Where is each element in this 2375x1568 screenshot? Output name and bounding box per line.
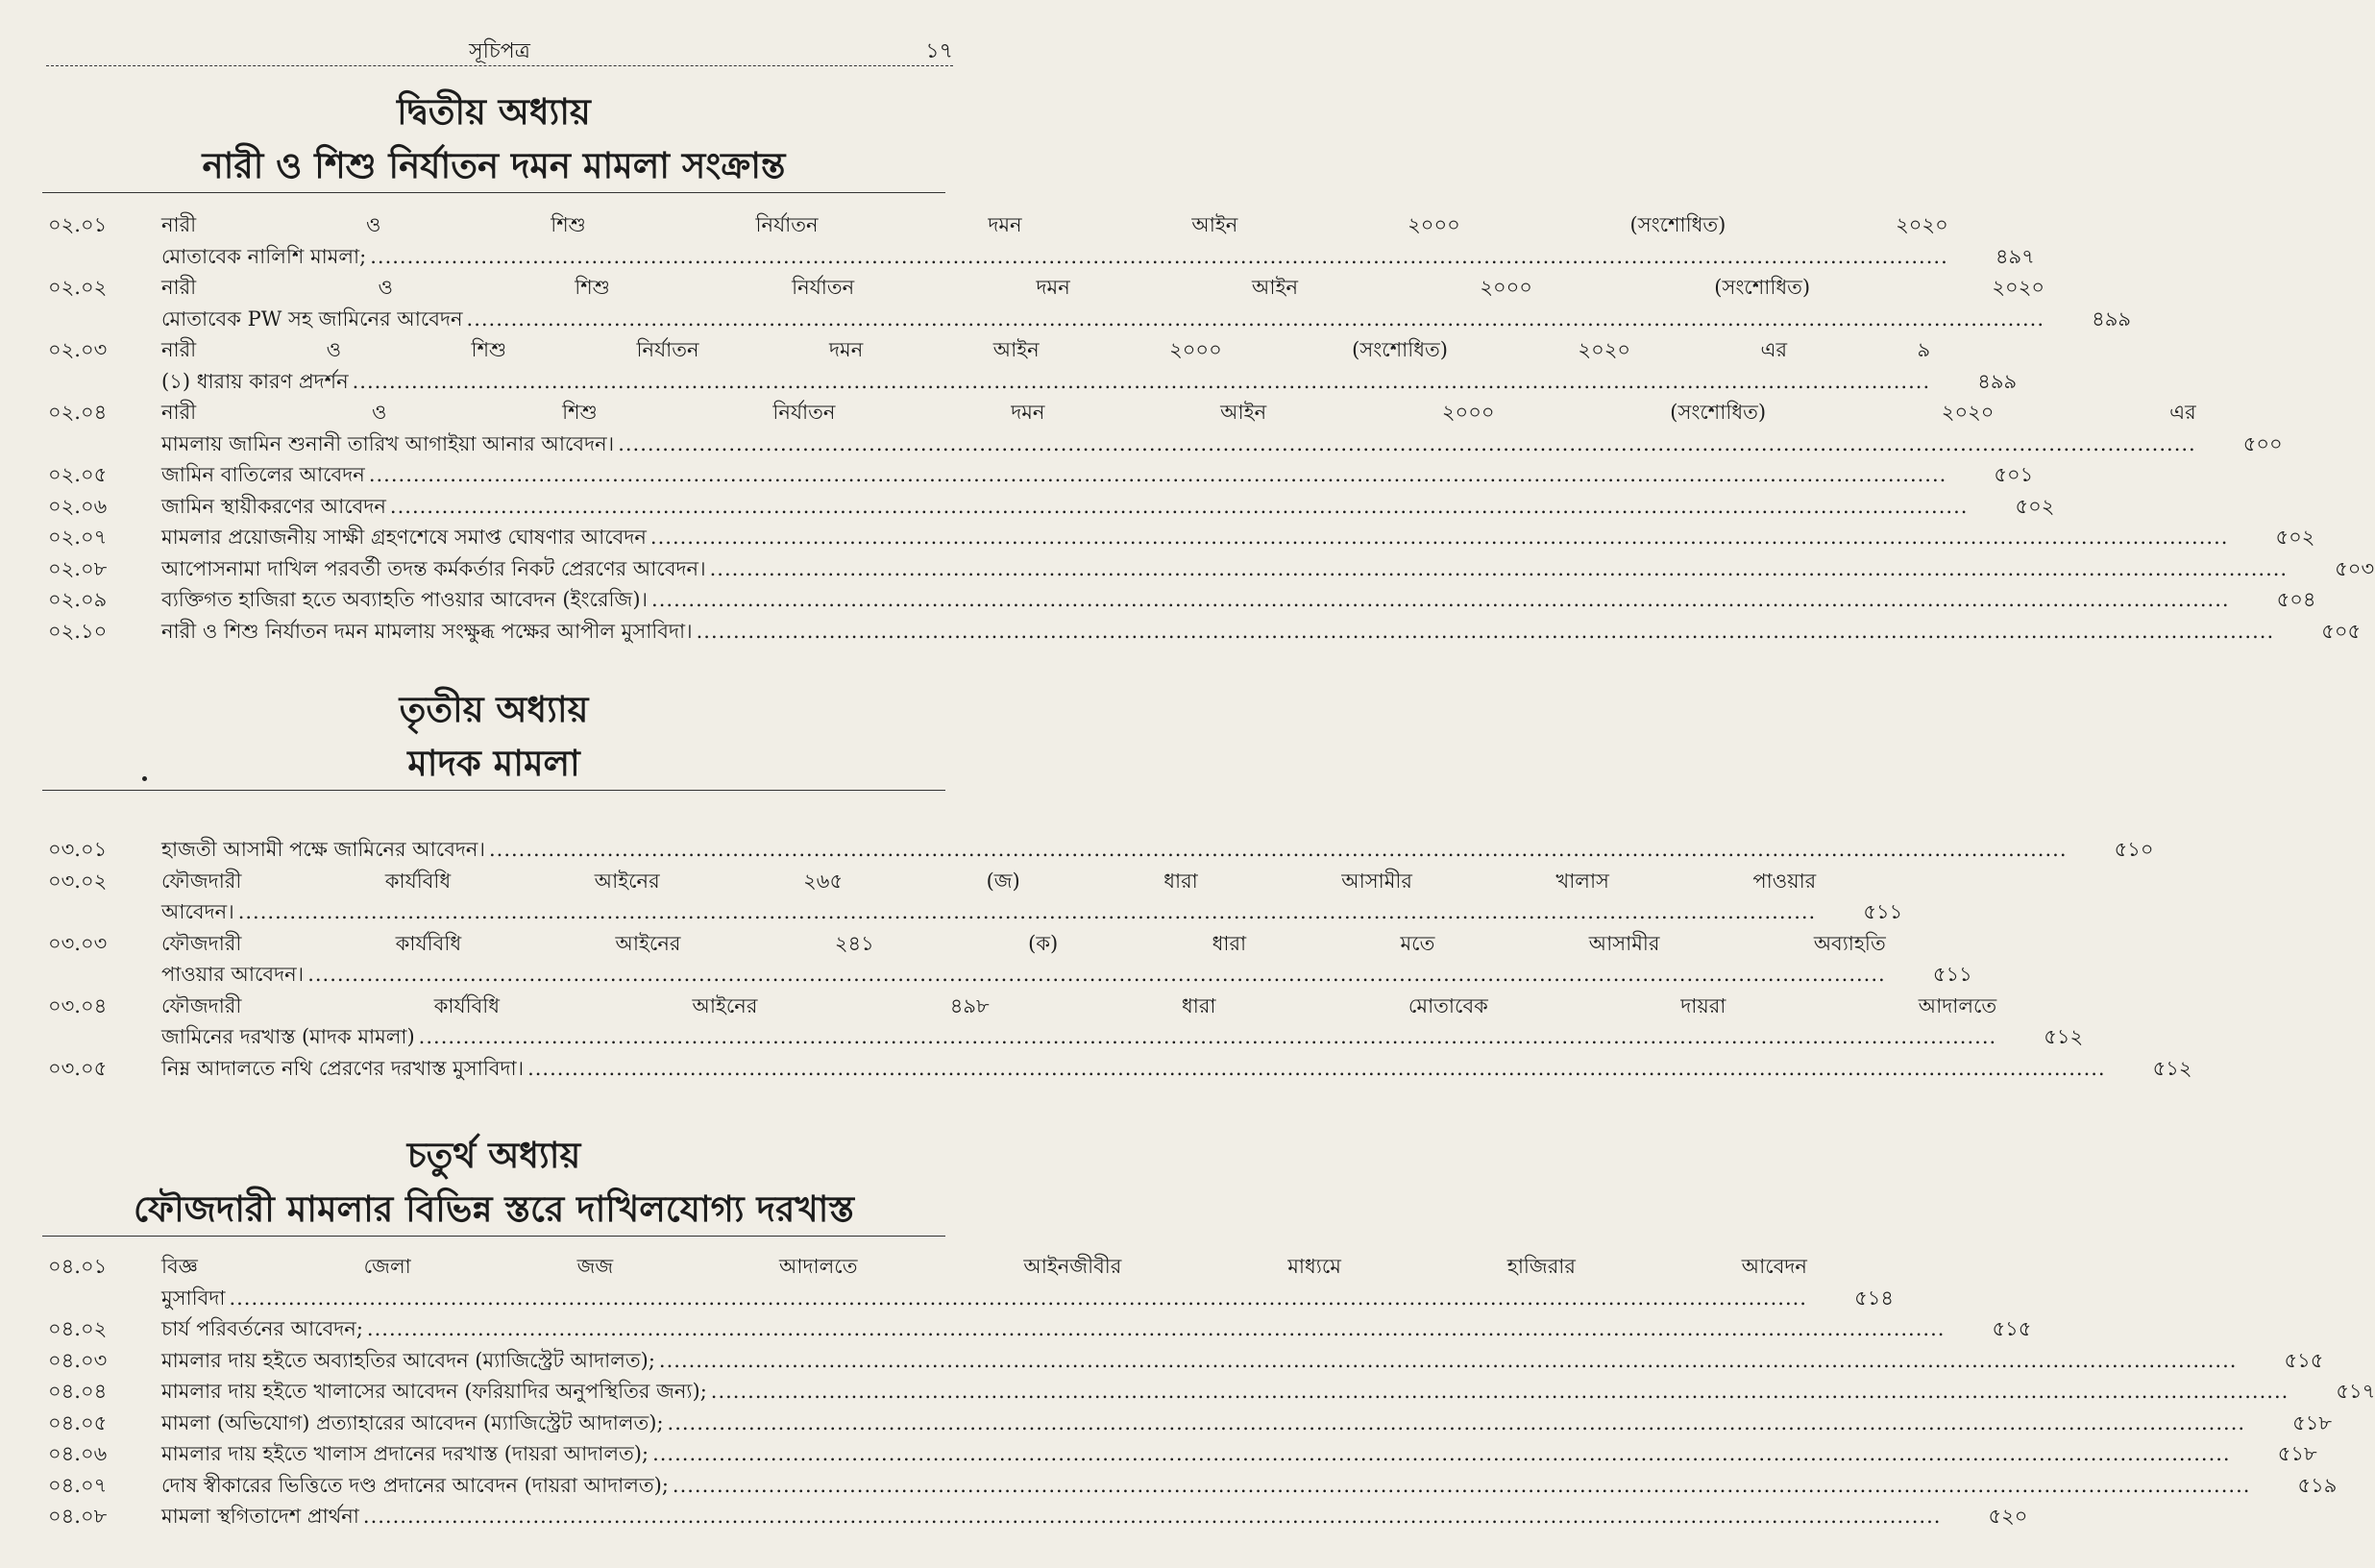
entry-text [161, 1408, 2253, 1439]
entry-page-number: ৫১৯ [2297, 1473, 2338, 1497]
entry-number: ০২.০৮ [48, 556, 108, 580]
entry-line [161, 209, 1948, 241]
chapter-label: তৃতীয় অধ্যায় [399, 688, 589, 730]
entry-list [48, 209, 2375, 647]
entry-line-text: মামলার দায় হইতে খালাসের আবেদন (ফরিয়াদির অনুপস্থিতির জন্য); [161, 1380, 707, 1403]
dot-leader [229, 1283, 1807, 1314]
entry-text [161, 553, 2295, 585]
entry-line [161, 1376, 2289, 1408]
dot-leader [651, 584, 2230, 616]
dot-leader [307, 959, 1886, 991]
entry-list [48, 834, 2192, 1084]
stray-dot [142, 776, 147, 781]
entry-page-number: ৫১৭ [2336, 1380, 2375, 1403]
dot-leader [697, 616, 2275, 648]
entry-line-text: চার্য পরিবর্তনের আবেদন; [161, 1317, 363, 1340]
entry-page-number: ৫০৫ [2321, 619, 2362, 643]
entry-page-number: ৫১৮ [2292, 1410, 2333, 1434]
entry-page-number: ৫১১ [1863, 900, 1903, 923]
dot-leader [711, 1376, 2289, 1408]
entry-line-text: ফৌজদারী কার্যবিধি আইনের ৪৯৮ ধারা মোতাবেক দায়রা আদালতে [161, 993, 1997, 1017]
entry-page-number: ৫০২ [2015, 494, 2055, 518]
entry-line-text: নারী ও শিশু নির্যাতন দমন আইন ২০০০ (সংশোধিত) ২০২০ [161, 213, 1948, 236]
dot-leader [673, 1470, 2251, 1502]
entry-text [161, 334, 1938, 397]
running-header [46, 27, 953, 66]
entry-number: ০৩.০৪ [48, 993, 108, 1017]
entry-line-text: মোতাবেক PW সহ জামিনের আবেদন [161, 306, 463, 331]
entry-number: ০২.০৩ [48, 338, 108, 361]
entry-line-text: নারী ও শিশু নির্যাতন দমন আইন ২০০০ (সংশোধিত) ২০২০ এর [161, 401, 2196, 424]
dot-leader [238, 896, 1817, 928]
entry-number: ০৪.০৩ [48, 1348, 108, 1372]
entry-number: ০২.০২ [48, 276, 108, 299]
entry-page-number: ৪৯৭ [1995, 244, 2035, 268]
toc-entry[interactable] [48, 616, 2362, 648]
chapter-heading [42, 682, 945, 791]
entry-line-text: জামিনের দরখাস্ত (মাদক মামলা) [161, 1025, 415, 1048]
chapter-heading [42, 1128, 945, 1237]
toc-entry[interactable] [48, 1438, 2317, 1470]
entry-page-number: ৫১০ [2114, 838, 2154, 861]
entry-line [161, 553, 2288, 585]
entry-text [161, 1053, 2114, 1085]
entry-text [161, 397, 2204, 459]
entry-line-text: ফৌজদারী কার্যবিধি আইনের ২৬৫ (জ) ধারা আসামীর খালাস পাওয়ার [161, 869, 1817, 893]
entry-number: ০৪.০৪ [48, 1380, 108, 1403]
entry-line [161, 1021, 1996, 1053]
chapter-title: মাদক মামলা [407, 742, 580, 784]
toc-entry[interactable] [48, 522, 2315, 553]
entry-line [161, 959, 1886, 991]
entry-text [161, 459, 1954, 491]
entry-number: ০২.০৫ [48, 463, 108, 486]
dot-leader [652, 1438, 2231, 1470]
entry-line-text: মামলার দায় হইতে অব্যাহতির আবেদন (ম্যাজিস্ট্রেট আদালত); [161, 1348, 655, 1372]
chapter-label: দ্বিতীয় অধ্যায় [397, 90, 591, 133]
entry-number: ০৪.০১ [48, 1255, 108, 1278]
entry-line-text: ব্যক্তিগত হাজিরা হতে অব্যাহতি পাওয়ার আবেদন (ইংরেজি)। [161, 588, 649, 611]
toc-entry[interactable] [48, 584, 2316, 616]
entry-text [161, 991, 2004, 1053]
toc-entry[interactable] [48, 553, 2375, 585]
dot-leader [353, 366, 1931, 398]
entry-line-text: নিম্ন আদালতে নথি প্রেরণের দরখাস্ত মুসাবিদা। [161, 1056, 525, 1080]
entry-text [161, 616, 2282, 648]
dot-leader [363, 1501, 1942, 1532]
entry-text [161, 491, 1975, 523]
entry-page-number: ৫১৪ [1854, 1286, 1894, 1310]
entry-line-text: মামলা স্থগিতাদেশ প্রার্থনা [161, 1505, 359, 1528]
entry-line [161, 334, 1930, 366]
entry-line [161, 1251, 1807, 1283]
dot-leader [618, 429, 2196, 460]
entry-page-number: ৫০১ [1994, 463, 2034, 486]
entry-line-text: নারী ও শিশু নির্যাতন দমন মামলায় সংক্ষুব্ধ পক্ষের আপীল মুসাবিদা। [161, 619, 693, 643]
toc-entry[interactable] [48, 1501, 2028, 1532]
entry-page-number: ৫০২ [2275, 526, 2315, 549]
entry-line [161, 991, 1996, 1022]
dot-leader [710, 553, 2289, 585]
entry-page-number: ৫১৮ [2277, 1442, 2317, 1465]
entry-page-number: ৪৯৯ [1977, 369, 2018, 393]
toc-entry[interactable] [48, 1408, 2333, 1439]
entry-text [161, 209, 1956, 272]
entry-line [161, 459, 1947, 491]
entry-text [161, 1345, 2244, 1377]
entry-line [161, 928, 1886, 960]
entry-line-text: মোতাবেক নালিশি মামলা; [161, 244, 367, 268]
entry-line-text: মুসাবিদা [161, 1286, 226, 1310]
entry-text [161, 1251, 1815, 1313]
entry-text [161, 834, 2075, 866]
entry-line [161, 304, 2044, 335]
chapter-title: নারী ও শিশু নির্যাতন দমন মামলা সংক্রান্ত [202, 144, 786, 186]
toc-entry[interactable] [48, 491, 2055, 523]
entry-text [161, 1313, 1952, 1345]
entry-number: ০২.০৬ [48, 494, 108, 518]
entry-line [161, 616, 2274, 648]
entry-page-number: ৫১২ [2044, 1025, 2084, 1048]
entry-page-number: ৫১৫ [2284, 1348, 2324, 1372]
toc-entry[interactable] [48, 1376, 2375, 1408]
entry-line [161, 584, 2230, 616]
entry-line [161, 834, 2068, 866]
toc-entry[interactable] [48, 209, 2035, 272]
entry-page-number: ৫২০ [1988, 1505, 2028, 1528]
entry-number: ০৩.০৩ [48, 931, 108, 955]
entry-line [161, 241, 1948, 273]
entry-number: ০৩.০১ [48, 838, 108, 861]
entry-number: ০৪.০৬ [48, 1442, 108, 1465]
entry-line [161, 491, 1968, 523]
entry-number: ০৪.০৮ [48, 1505, 108, 1528]
entry-line [161, 1501, 1941, 1532]
entry-line [161, 866, 1816, 897]
entry-number: ০৪.০২ [48, 1317, 108, 1340]
entry-text [161, 584, 2238, 616]
entry-line [161, 397, 2196, 429]
dot-leader [659, 1345, 2238, 1377]
entry-line [161, 1345, 2237, 1377]
entry-text [161, 1501, 1948, 1532]
entry-line-text: আবেদন। [161, 900, 234, 923]
dot-leader [668, 1408, 2246, 1439]
dot-leader [390, 491, 1969, 523]
entry-line-text: দোষ স্বীকারের ভিত্তিতে দণ্ড প্রদানের আবেদন (দায়রা আদালত); [161, 1473, 669, 1497]
toc-entry[interactable] [48, 1345, 2324, 1377]
toc-entry[interactable] [48, 1313, 2032, 1345]
entry-line-text: ফৌজদারী কার্যবিধি আইনের ২৪১ (ক) ধারা মতে আসামীর অব্যাহতি [161, 931, 1886, 955]
entry-line-text: হাজতী আসামী পক্ষে জামিনের আবেদন। [161, 838, 485, 861]
toc-entry[interactable] [48, 334, 2018, 397]
entry-page-number: ৪৯৯ [2092, 306, 2132, 331]
entry-number: ০২.০৪ [48, 401, 108, 424]
toc-entry[interactable] [48, 1251, 1894, 1313]
entry-line [161, 1438, 2231, 1470]
entry-line [161, 1283, 1807, 1314]
entry-list [48, 1251, 2375, 1532]
entry-number: ০২.০৯ [48, 588, 108, 611]
entry-text [161, 866, 1824, 928]
entry-line-text: বিজ্ঞ জেলা জজ আদালতে আইনজীবীর মাধ্যমে হাজিরার আবেদন [161, 1255, 1807, 1278]
dot-leader [489, 834, 2068, 866]
dot-leader [370, 241, 1948, 273]
entry-number: ০২.০১ [48, 213, 108, 236]
toc-entry[interactable] [48, 991, 2084, 1053]
entry-page-number: ৫১১ [1932, 963, 1972, 986]
chapter-heading [42, 85, 945, 193]
entry-line [161, 366, 1930, 398]
dot-leader [527, 1053, 2106, 1085]
entry-page-number: ৫১২ [2152, 1056, 2192, 1080]
toc-entry[interactable] [48, 1053, 2192, 1085]
entry-line-text: নারী ও শিশু নির্যাতন দমন আইন ২০০০ (সংশোধিত) ২০২০ [161, 276, 2045, 299]
entry-line-text: জামিন স্থায়ীকরণের আবেদন [161, 494, 386, 518]
entry-line [161, 896, 1816, 928]
entry-number: ০৪.০৫ [48, 1410, 108, 1434]
entry-number: ০৩.০২ [48, 869, 108, 893]
dot-leader [367, 1313, 1946, 1345]
toc-entry[interactable] [48, 1470, 2338, 1502]
entry-line-text: পাওয়ার আবেদন। [161, 963, 305, 986]
entry-line [161, 1470, 2250, 1502]
entry-line-text: আপোসনামা দাখিল পরবর্তী তদন্ত কর্মকর্তার নিকট প্রেরণের আবেদন। [161, 556, 706, 580]
entry-line-text: মামলার প্রয়োজনীয় সাক্ষী গ্রহণশেষে সমাপ্ত ঘোষণার আবেদন [161, 526, 647, 549]
toc-entry[interactable] [48, 834, 2154, 866]
entry-number: ০২.১০ [48, 619, 108, 643]
entry-line [161, 522, 2228, 553]
entry-line-text: নারী ও শিশু নির্যাতন দমন আইন ২০০০ (সংশোধিত) ২০২০ এর ৯ [161, 338, 1931, 361]
toc-entry[interactable] [48, 928, 1972, 991]
entry-line [161, 272, 2044, 304]
entry-text [161, 1376, 2296, 1408]
entry-line-text: মামলায় জামিন শুনানী তারিখ আগাইয়া আনার আবেদন। [161, 431, 615, 455]
page-number: ১৭ [925, 39, 953, 63]
entry-text [161, 1470, 2258, 1502]
entry-text [161, 1438, 2239, 1470]
entry-line [161, 1313, 1945, 1345]
entry-line-text: মামলা (অভিযোগ) প্রত্যাহারের আবেদন (ম্যাজিস্ট্রেট আদালত); [161, 1410, 664, 1434]
entry-line-text: মামলার দায় হইতে খালাস প্রদানের দরখাস্ত (দায়রা আদালত); [161, 1442, 649, 1465]
toc-entry[interactable] [48, 459, 2034, 491]
entry-line-text: জামিন বাতিলের আবেদন [161, 463, 365, 486]
toc-entry[interactable] [48, 397, 2283, 459]
chapter-label: চতুর্থ অধ্যায় [406, 1134, 581, 1176]
dot-leader [650, 522, 2229, 553]
entry-text [161, 272, 2052, 334]
entry-number: ০৩.০৫ [48, 1056, 108, 1080]
entry-number: ০২.০৭ [48, 526, 108, 549]
entry-page-number: ৫০৩ [2335, 556, 2375, 580]
dot-leader [369, 459, 1947, 491]
entry-line [161, 1408, 2245, 1439]
dot-leader [419, 1021, 1997, 1053]
entry-text [161, 522, 2236, 553]
entry-line [161, 429, 2196, 460]
entry-page-number: ৫১৫ [1992, 1317, 2032, 1340]
entry-page-number: ৫০৪ [2276, 588, 2316, 611]
toc-entry[interactable] [48, 272, 2132, 334]
chapter-title: ফৌজদারী মামলার বিভিন্ন স্তরে দাখিলযোগ্য দরখাস্ত [134, 1188, 854, 1230]
entry-page-number: ৫০০ [2242, 431, 2283, 455]
entry-text [161, 928, 1894, 991]
entry-line [161, 1053, 2106, 1085]
entry-number: ০৪.০৭ [48, 1473, 108, 1497]
toc-entry[interactable] [48, 866, 1903, 928]
entry-line-text: (১) ধারায় কারণ প্রদর্শন [161, 369, 349, 393]
dot-leader [467, 304, 2045, 335]
header-title: সূচিপত্র [469, 39, 530, 63]
